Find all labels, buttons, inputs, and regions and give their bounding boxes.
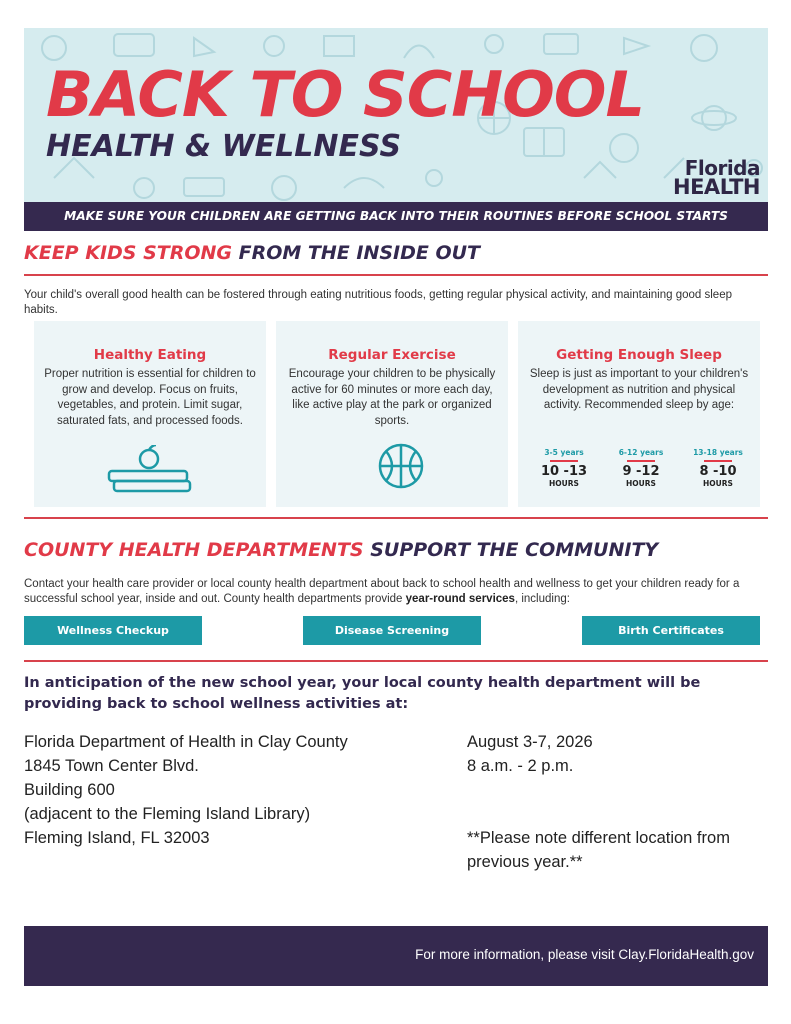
event-date: August 3-7, 2026 <box>467 733 593 751</box>
panel-heading: Getting Enough Sleep <box>556 347 722 363</box>
event-time: 8 a.m. - 2 p.m. <box>467 757 574 775</box>
county-paragraph: Contact your health care provider or local county health department about back to school health and wellness to get your children ready for a successful school year, inside and out. County health departments provide year-round services, including: <box>24 578 740 605</box>
panel-heading: Regular Exercise <box>328 347 456 363</box>
apple-on-books-icon <box>104 445 194 495</box>
divider <box>24 517 768 519</box>
panel-healthy-eating <box>34 321 266 507</box>
sleep-age-group: 13-18 years 8 -10 HOURS <box>693 448 743 488</box>
wellness-checkup-button[interactable]: Wellness Checkup <box>24 616 202 645</box>
event-dates <box>467 730 593 778</box>
page-title: BACK TO SCHOOL <box>46 58 645 131</box>
panel-regular-exercise <box>276 321 508 507</box>
page-subtitle: HEALTH & WELLNESS <box>46 129 402 164</box>
florida-health-logo: Florida HEALTH <box>673 156 760 199</box>
routine-banner: MAKE SURE YOUR CHILDREN ARE GETTING BACK INTO THEIR ROUTINES BEFORE SCHOOL STARTS <box>24 202 768 231</box>
basketball-icon <box>376 441 426 491</box>
footer-link-text[interactable]: For more information, please visit Clay.FloridaHealth.gov <box>415 947 754 962</box>
footer <box>24 926 768 986</box>
panel-heading: Healthy Eating <box>93 347 207 363</box>
sleep-age-group: 3-5 years 10 -13 HOURS <box>540 448 588 488</box>
divider <box>24 660 768 662</box>
panel-text: Encourage your children to be physically active for 60 minutes or more each day, like active play at the park or organized sports. <box>288 368 496 427</box>
section-heading-strong: KEEP KIDS STRONG FROM THE INSIDE OUT <box>24 242 480 264</box>
panel-text: Proper nutrition is essential for children to grow and develop. Focus on fruits, vegetables, and protein. Limit sugar, saturated fats, and processed foods. <box>44 368 256 427</box>
sleep-age-group: 6-12 years 9 -12 HOURS <box>618 448 664 488</box>
announcement-heading: In anticipation of the new school year, your local county health department will be providing back to school wellness activities at: <box>24 675 701 712</box>
disease-screening-button[interactable]: Disease Screening <box>303 616 481 645</box>
divider <box>24 274 768 276</box>
event-address: Florida Department of Health in Clay County 1845 Town Center Blvd. Building 600 (adjacent to the Fleming Island Library) Fleming Island, FL 32003 <box>24 733 348 847</box>
section-heading-county: COUNTY HEALTH DEPARTMENTS SUPPORT THE COMMUNITY <box>24 539 659 561</box>
location-note: **Please note different location from previous year.** <box>467 829 730 871</box>
hero-header <box>24 28 768 202</box>
birth-certificates-button[interactable]: Birth Certificates <box>582 616 760 645</box>
intro-paragraph: Your child's overall good health can be fostered through eating nutritious foods, getting regular physical activity, and maintaining good sleep habits. <box>24 289 732 316</box>
panel-text: Sleep is just as important to your children's development as nutrition and physical activity. Recommended sleep by age: <box>529 368 749 411</box>
